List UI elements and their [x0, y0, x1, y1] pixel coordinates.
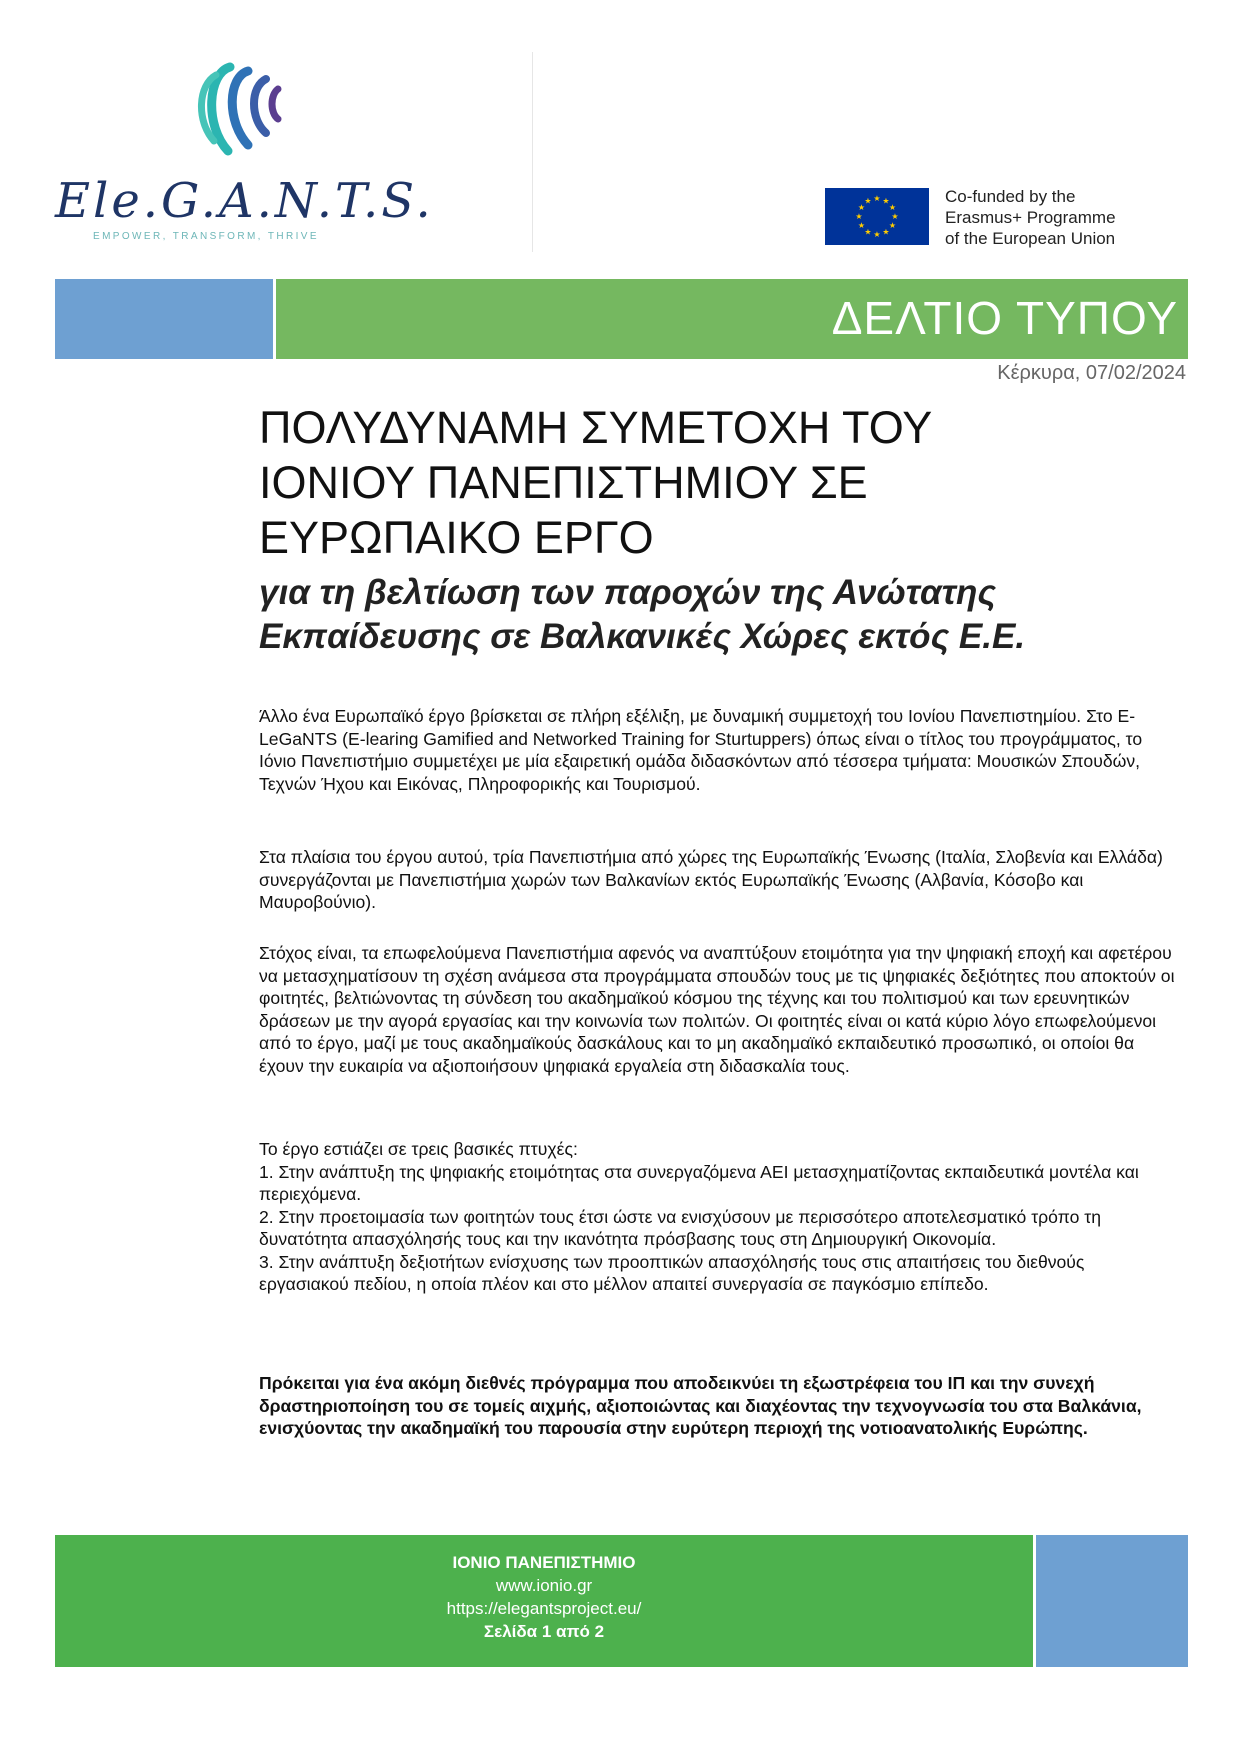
- subheadline-line-2: Εκπαίδευσης σε Βαλκανικές Χώρες εκτός Ε.Ε.: [259, 617, 1026, 656]
- paragraph-goals: Στόχος είναι, τα επωφελούμενα Πανεπιστήμια αφενός να αναπτύξουν ετοιμότητα για την ψηφιακή εποχή και αφετέρου να μετασχηματίσουν τη σχέση ανάμεσα στα προγράμματα σπουδών τους με τις ψηφιακές δεξιότητες που αποκτούν οι φοιτητές, βελτιώνοντας τη σύνδεση του ακαδημαϊκού κόσμου της τέχνης και του πολιτισμού και των ερευνητικών δράσεων με την αγορά εργασίας και την κοινωνία των πολιτών. Οι φοιτητές είναι οι κατά κύριο λόγο επωφελούμενοι από το έργο, μαζί με τους ακαδημαϊκούς δασκάλους και το μη ακαδημαϊκό εκπαιδευτικό προσωπικό, οι οποίοι θα έχουν την ευκαιρία να αξιοποιήσουν ψηφιακά εργαλεία στη διδασκαλία τους.: [259, 943, 1175, 1076]
- paragraph-intro: Άλλο ένα Ευρωπαϊκό έργο βρίσκεται σε πλήρη εξέλιξη, με δυναμική συμμετοχή του Ιονίου Πανεπιστημίου. Στο E-LeGaNTS (E-learing Gamified and Networked Training for Sturtuppers) όπως είναι ο τίτλος του προγράμματος, το Ιόνιο Πανεπιστήμιο συμμετέχει με μία εξαιρετική ομάδα διδασκόντων από τέσσερα τμήματα: Μουσικών Σπουδών, Τεχνών Ήχου και Εικόνας, Πληροφορικής και Τουρισμού.: [259, 706, 1143, 794]
- eu-line-2: Erasmus+ Programme: [945, 208, 1116, 227]
- footer-page-number: Σελίδα 1 από 2: [483, 1622, 605, 1641]
- svg-text:★: ★: [857, 203, 866, 212]
- svg-text:★: ★: [857, 221, 866, 230]
- headline-line-1: ΠΟΛΥΔΥΝΑΜΗ ΣΥΜΕΤΟΧΗ ΤΟΥ: [259, 402, 933, 453]
- svg-text:★: ★: [888, 203, 897, 212]
- focus-list: [259, 1138, 1179, 1296]
- project-logo: [55, 55, 434, 255]
- focus-list-item: 2. Στην προετοιμασία των φοιτητών τους έτσι ώστε να ενισχύσουν με περισσότερο αποτελεσματικό τρόπο τη δυνατότητα απασχόλησής τους και την ικανότητα πρόσβασης τους στη Δημιουργική Οικονομία.: [259, 1206, 1102, 1249]
- footer-blue-block: [1036, 1535, 1188, 1667]
- paragraph-partners: Στα πλαίσια του έργου αυτού, τρία Πανεπιστήμια από χώρες της Ευρωπαϊκής Ένωσης (Ιταλία, Σλοβενία και Ελλάδα) συνεργάζονται με Πανεπιστήμια χωρών των Βαλκανίων εκτός Ευρωπαϊκής Ένωσης (Αλβανία, Κόσοβο και Μαυροβούνιο).: [259, 847, 1163, 912]
- logo-wordmark: Ele.G.A.N.T.S.: [55, 173, 434, 229]
- svg-text:★: ★: [873, 194, 881, 203]
- eu-line-3: of the European Union: [945, 229, 1116, 248]
- place-date: Κέρκυρα, 07/02/2024: [997, 362, 1186, 384]
- svg-text:★: ★: [891, 212, 899, 221]
- footer-green-block: [55, 1535, 1033, 1667]
- focus-list-item: 1. Στην ανάπτυξη της ψηφιακής ετοιμότητας στα συνεργαζόμενα ΑΕΙ μετασχηματίζοντας εκπαιδευτικά μοντέλα και περιεχόμενα.: [259, 1161, 1139, 1204]
- headline: [259, 400, 1159, 565]
- subheadline-line-1: για τη βελτίωση των παροχών της Ανώτατης: [259, 573, 997, 612]
- svg-text:★: ★: [888, 221, 897, 230]
- svg-text:★: ★: [855, 212, 863, 221]
- press-release-title: ΔΕΛΤΙΟ ΤΥΠΟΥ: [831, 292, 1178, 344]
- header-divider: [532, 52, 533, 252]
- focus-list-item: 3. Στην ανάπτυξη δεξιοτήτων ενίσχυσης των προοπτικών απασχόλησής τους στις απαιτήσεις του διεθνούς εργασιακού πεδίου, η οποία πλέον και στο μέλλον απαιτεί συνεργασία σε παγκόσμιο επίπεδο.: [259, 1251, 1085, 1294]
- eu-line-1: Co-funded by the: [945, 187, 1076, 206]
- headline-line-2: ΙΟΝΙΟΥ ΠΑΝΕΠΙΣΤΗΜΙΟΥ ΣΕ: [259, 457, 868, 508]
- headline-line-3: ΕΥΡΩΠΑΙΚΟ ΕΡΓΟ: [259, 512, 654, 563]
- banner-blue-block: [55, 279, 273, 359]
- svg-text:★: ★: [873, 230, 881, 239]
- footer-project-link[interactable]: https://elegantsproject.eu/: [446, 1599, 642, 1618]
- footer-org: ΙΟΝΙΟ ΠΑΝΕΠΙΣΤΗΜΙΟ: [452, 1553, 636, 1572]
- banner-green-block: [276, 279, 1188, 359]
- eu-flag-icon: [825, 188, 929, 245]
- focus-list-intro: Το έργο εστιάζει σε τρεις βασικές πτυχές:: [259, 1139, 578, 1159]
- logo-waves-icon: [170, 55, 310, 165]
- eu-funding-text: [945, 186, 1185, 249]
- footer-text: [55, 1551, 1033, 1643]
- svg-text:★: ★: [882, 196, 890, 206]
- svg-text:★: ★: [882, 227, 890, 237]
- paragraph-conclusion: Πρόκειται για ένα ακόμη διεθνές πρόγραμμα που αποδεικνύει τη εξωστρέφεια του ΙΠ και την συνεχή δραστηριοποίηση του σε τομείς αιχμής, αξιοποιώντας και διαχέοντας την τεχνογνωσία του στα Βαλκάνια, ενισχύοντας την ακαδημαϊκή του παρουσία στην ευρύτερη περιοχή της νοτιοανατολικής Ευρώπης.: [259, 1373, 1142, 1438]
- footer-website-link[interactable]: www.ionio.gr: [495, 1576, 593, 1595]
- logo-tagline: EMPOWER, TRANSFORM, THRIVE: [93, 231, 319, 242]
- svg-text:★: ★: [864, 227, 872, 237]
- svg-text:★: ★: [864, 196, 872, 206]
- subheadline: [259, 571, 1159, 659]
